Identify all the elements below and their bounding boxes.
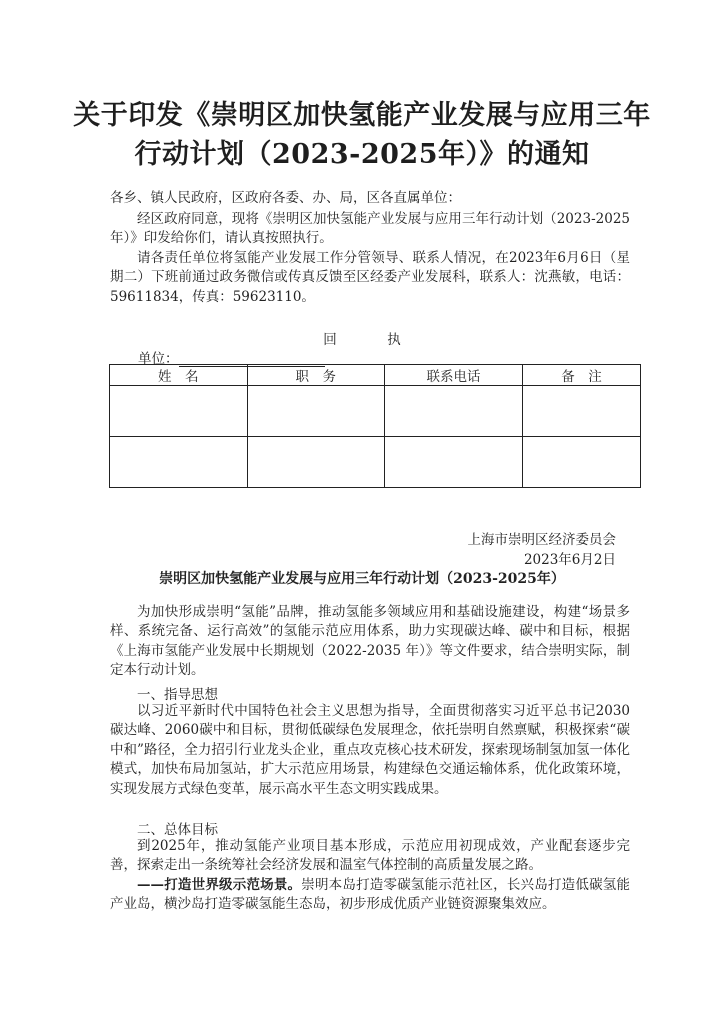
receipt-title: [0, 328, 724, 348]
plan-intro: 为加快形成崇明“氢能”品牌，推动氢能多领域应用和基础设施建设，构建“场景多样、系统完备、运行高效”的氢能示范应用体系，助力实现碳达峰、碳中和目标，根据《上海市氢能产业发展中长期规划（2022-2035 年）》等文件要求，结合崇明实际，制定本行动计划。: [110, 604, 630, 679]
document-title-line-1: 关于印发《崇明区加快氢能产业发展与应用三年: [73, 100, 651, 131]
receipt-row: [110, 386, 641, 437]
receipt-cell-remarks[interactable]: [523, 437, 641, 488]
receipt-col-position: 职 务: [247, 365, 385, 386]
goal-1-body: 崇明本岛打造零碳氢能示范社区，长兴岛打造低碳氢能产业岛，横沙岛打造零碳氢能生态岛，初步形成优质产业链资源聚集效应。: [110, 877, 631, 913]
goal-1-paragraph: [110, 876, 630, 915]
document-title-line-2: 行动计划（2023-2025年）》的通知: [134, 139, 590, 170]
section-1-title: 一、指导思想: [137, 687, 218, 703]
receipt-table: [109, 364, 641, 488]
section-2-title: 二、总体目标: [137, 822, 218, 838]
receipt-col-remarks: 备 注: [523, 365, 641, 386]
section-1-body: 以习近平新时代中国特色社会主义思想为指导，全面贯彻落实习近平总书记2030碳达峰、2060碳中和目标，贯彻低碳绿色发展理念，依托崇明自然禀赋，积极探索“碳中和”路径，全力招引行业龙头企业，重点攻克核心技术研发，探索现场制氢加氢一体化模式，加快布局加氢站，扩大示范应用场景，构建绿色交通运输体系，优化政策环境，实现发展方式绿色变革，展示高水平生态文明实践成果。: [110, 703, 630, 797]
notice-body-2: 请各责任单位将氢能产业发展工作分管领导、联系人情况，在2023年6月6日（星期二）下班前通过政务微信或传真反馈至区经委产业发展科，联系人：沈燕敏，电话：59611834，传真：59623110。: [110, 250, 630, 305]
addressee-line: 各乡、镇人民政府，区政府各委、办、局，区各直属单位：: [110, 190, 461, 206]
receipt-cell-name[interactable]: [110, 437, 248, 488]
receipt-col-phone: 联系电话: [385, 365, 523, 386]
receipt-cell-phone[interactable]: [385, 437, 523, 488]
signature-org: 上海市崇明区经济委员会: [467, 532, 616, 548]
document-title: [60, 96, 664, 174]
receipt-header-row: [110, 365, 641, 386]
section-2-body: 到2025年，推动氢能产业项目基本形成，示范应用初现成效，产业配套逐步完善，探索走出一条统筹社会经济发展和温室气体控制的高质量发展之路。: [110, 838, 630, 874]
receipt-cell-name[interactable]: [110, 386, 248, 437]
notice-body-1: 经区政府同意，现将《崇明区加快氢能产业发展与应用三年行动计划（2023-2025年）》印发给你们，请认真按照执行。: [110, 211, 630, 247]
receipt-cell-phone[interactable]: [385, 386, 523, 437]
signature-date: 2023年6月2日: [523, 552, 616, 568]
receipt-cell-position[interactable]: [247, 386, 385, 437]
receipt-title-char-1: 回: [323, 332, 337, 348]
receipt-row: [110, 437, 641, 488]
receipt-cell-remarks[interactable]: [523, 386, 641, 437]
receipt-cell-position[interactable]: [247, 437, 385, 488]
plan-title: 崇明区加快氢能产业发展与应用三年行动计划（2023-2025年）: [159, 571, 565, 587]
goal-1-lead: ——打造世界级示范场景。: [137, 877, 302, 893]
receipt-title-char-2: 执: [387, 332, 401, 348]
receipt-unit-label: 单位：: [138, 351, 179, 367]
receipt-col-name: 姓 名: [110, 365, 248, 386]
